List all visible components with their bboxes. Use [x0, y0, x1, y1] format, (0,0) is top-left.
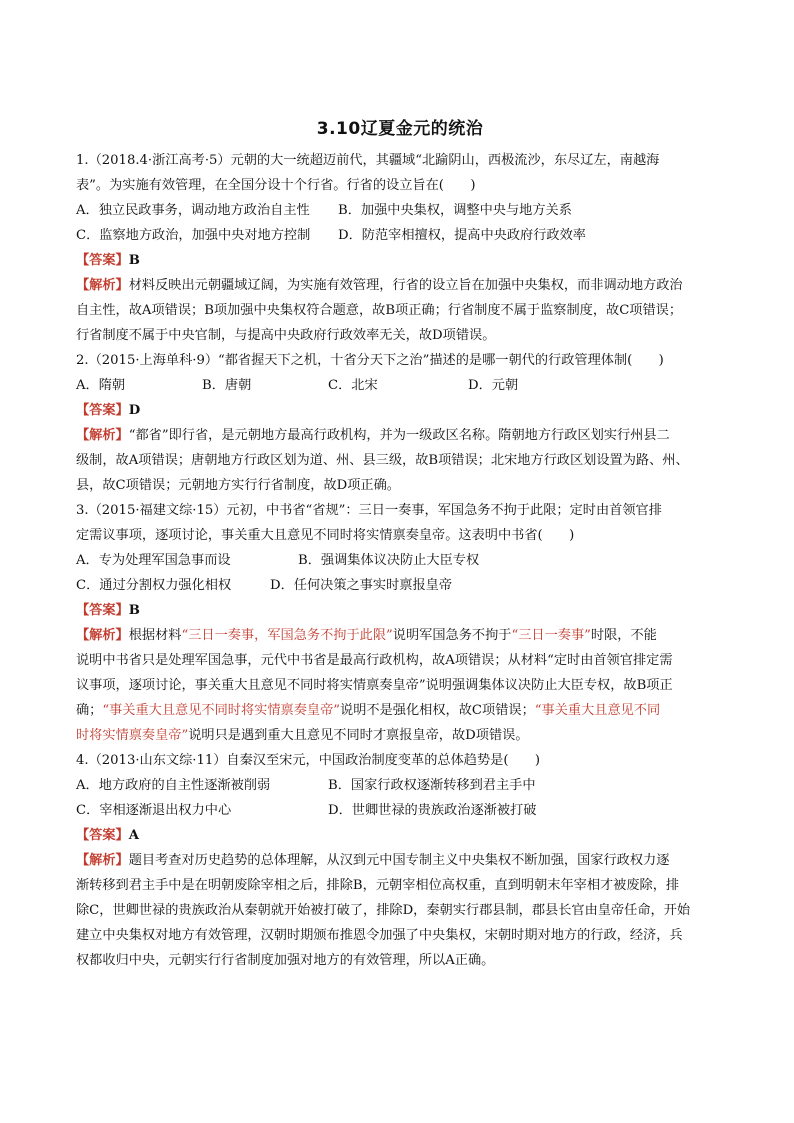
quoted-material: “三日一奏事” [511, 628, 591, 643]
option-c: C．监察地方政治，加强中央对地方控制 [76, 228, 311, 243]
option-a: A．专为处理军国急事而设 [76, 553, 231, 568]
option-row [76, 223, 724, 248]
option-b: B．国家行政权逐渐转移到君主手中 [328, 778, 536, 793]
analysis-line [76, 698, 724, 723]
answer-line [76, 248, 724, 273]
option-b: B．强调集体议决防止大臣专权 [298, 553, 480, 568]
question-1 [76, 148, 724, 348]
analysis-tag: 【解析】 [76, 853, 129, 868]
analysis-line [76, 423, 724, 448]
answer-line [76, 398, 724, 423]
option-row [76, 198, 724, 223]
analysis-text: 确； [76, 703, 103, 718]
option-b: B．加强中央集权，调整中央与地方关系 [338, 203, 572, 218]
quoted-material: “事关重大且意见不同 [534, 703, 661, 718]
answer-tag: 【答案】 [76, 603, 129, 618]
quoted-material: “事关重大且意见不同时将实情禀奏皇帝” [102, 703, 341, 718]
answer-value: B [128, 253, 140, 268]
analysis-line [76, 273, 724, 298]
analysis-text: 说明不是强化相权，故C项错误； [340, 703, 535, 718]
option-d: D．元朝 [468, 378, 519, 393]
answer-line [76, 598, 724, 623]
analysis-text: 说明只是遇到重大且意见不同时才禀报皇帝，故D项错误。 [188, 728, 529, 743]
answer-line [76, 823, 724, 848]
question-4 [76, 748, 724, 973]
option-d: D．防范宰相擅权，提高中央政府行政效率 [338, 228, 586, 243]
option-row [76, 548, 724, 573]
question-stem-line: 定需议事项，逐项讨论，事关重大且意见不同时将实情禀奏皇帝。这表明中书省( ) [76, 528, 575, 543]
option-row [76, 573, 724, 598]
option-b: B．唐朝 [202, 378, 252, 393]
analysis-tag: 【解析】 [76, 278, 129, 293]
answer-value: D [128, 403, 141, 418]
analysis-tag: 【解析】 [76, 428, 129, 443]
quoted-material: “三日一奏事，军国急务不拘于此限” [181, 628, 393, 643]
option-c: C．通过分割权力强化相权 [76, 578, 232, 593]
analysis-line: 权都收归中央，元朝实行行省制度加强对地方的有效管理，所以A正确。 [76, 953, 495, 968]
option-a: A．隋朝 [76, 378, 126, 393]
analysis-tag: 【解析】 [76, 628, 129, 643]
analysis-line [76, 623, 724, 648]
analysis-line: 议事项，逐项讨论，事关重大且意见不同时将实情禀奏皇帝”说明强调集体议决防止大臣专权，故B项正 [76, 678, 673, 693]
analysis-line: 行省制度不属于中央官制，与提高中央政府行政效率无关，故D项错误。 [76, 328, 496, 343]
analysis-text: 根据材料 [128, 628, 182, 643]
analysis-line: 自主性，故A项错误；B项加强中央集权符合题意，故B项正确；行省制度不属于监察制度，故C项错误； [76, 303, 683, 318]
option-c: C．北宋 [328, 378, 378, 393]
analysis-line: 县，故C项错误；元朝地方实行行省制度，故D项正确。 [76, 478, 400, 493]
quoted-material: 时将实情禀奏皇帝” [76, 728, 189, 743]
analysis-text: 题目考查对历史趋势的总体理解，从汉到元中国专制主义中央集权不断加强，国家行政权力逐 [128, 853, 670, 868]
option-d: D．世卿世禄的贵族政治逐渐被打破 [328, 803, 537, 818]
analysis-line: 除C，世卿世禄的贵族政治从秦朝就开始被打破了，排除D，秦朝实行郡县制，郡县长官由皇帝任命，开始 [76, 903, 691, 918]
option-c: C．宰相逐渐退出权力中心 [76, 803, 232, 818]
analysis-text: 时限，不能 [590, 628, 657, 643]
analysis-line: 说明中书省只是处理军国急事，元代中书省是最高行政机构，故A项错误；从材料“定时由首领官排定需 [76, 653, 673, 668]
option-row [76, 373, 724, 398]
option-a: A．地方政府的自主性逐渐被削弱 [76, 778, 271, 793]
answer-value: A [128, 828, 139, 843]
analysis-text: 材料反映出元朝疆域辽阔，为实施有效管理，行省的设立旨在加强中央集权，而非调动地方政治 [128, 278, 683, 293]
question-3 [76, 498, 724, 748]
answer-value: B [128, 603, 140, 618]
answer-tag: 【答案】 [76, 403, 129, 418]
question-2 [76, 348, 724, 498]
question-stem-line: 2.（2015·上海单科·9）“都省握天下之机，十省分天下之治”描述的是哪一朝代的行政管理体制( ) [76, 353, 664, 368]
option-d: D．任何决策之事实时禀报皇帝 [270, 578, 453, 593]
question-stem-line: 表”。为实施有效管理，在全国分设十个行省。行省的设立旨在( ) [76, 178, 476, 193]
option-a: A．独立民政事务，调动地方政治自主性 [76, 203, 310, 218]
analysis-line: 级制，故A项错误；唐朝地方行政区划为道、州、县三级，故B项错误；北宋地方行政区划设置为路、州、 [76, 453, 689, 468]
analysis-line [76, 723, 724, 748]
analysis-line [76, 848, 724, 873]
analysis-text: 说明军国急务不拘于 [392, 628, 512, 643]
analysis-text: “都省”即行省，是元朝地方最高行政机构，并为一级政区名称。隋朝地方行政区划实行州县二 [128, 428, 670, 443]
analysis-line: 渐转移到君主手中是在明朝废除宰相之后，排除B，元朝宰相位高权重，直到明朝末年宰相才被废除，排 [76, 878, 680, 893]
question-stem-line: 1.（2018.4·浙江高考·5）元朝的大一统超迈前代，其疆域“北踰阴山，西极流沙，东尽辽左，南越海 [76, 153, 660, 168]
answer-tag: 【答案】 [76, 828, 129, 843]
option-row [76, 773, 724, 798]
option-row [76, 798, 724, 823]
question-stem-line: 3.（2015·福建文综·15）元初，中书省“省规”：三日一奏事，军国急务不拘于此限；定时由首领官排 [76, 503, 662, 518]
analysis-line: 建立中央集权对地方有效管理，汉朝时期颁布推恩令加强了中央集权，宋朝时期对地方的行政，经济，兵 [76, 928, 683, 943]
question-stem-line: 4.（2013·山东文综·11）自秦汉至宋元，中国政治制度变革的总体趋势是( ) [76, 753, 541, 768]
question-list [76, 148, 724, 973]
answer-tag: 【答案】 [76, 253, 129, 268]
page-title: 3.10辽夏金元的统治 [316, 119, 484, 139]
